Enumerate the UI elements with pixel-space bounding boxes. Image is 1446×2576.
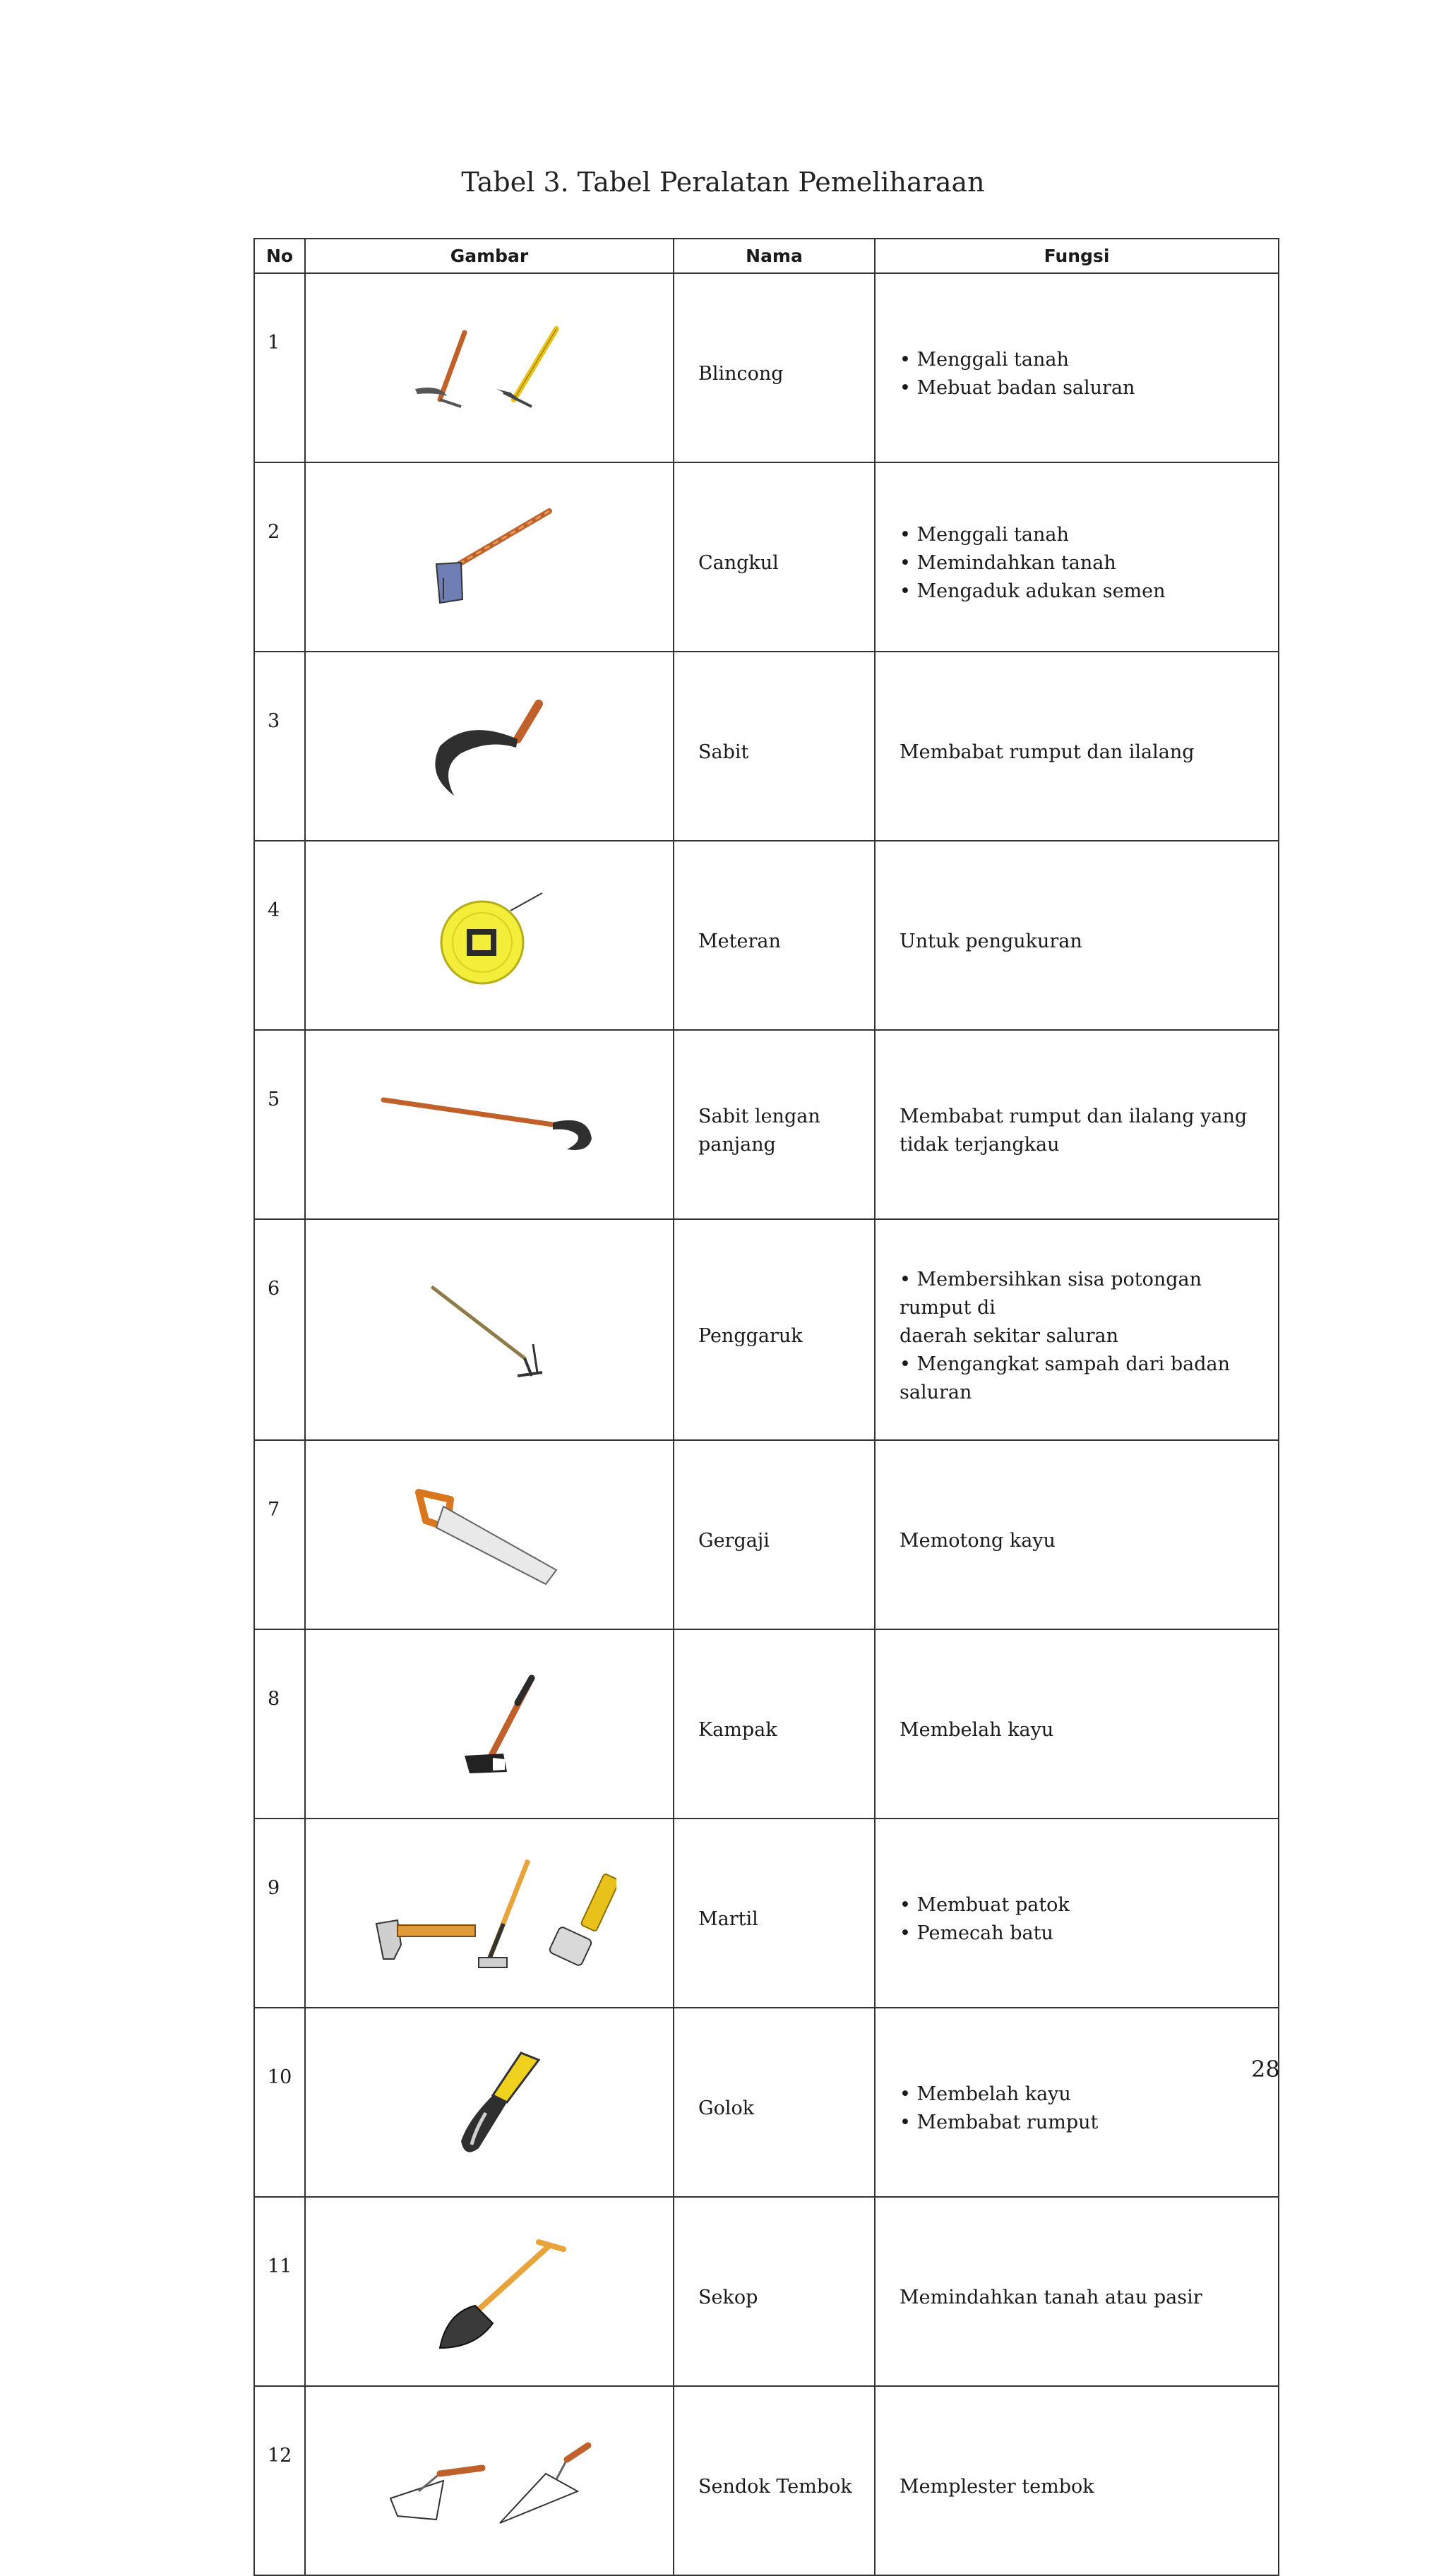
row-number: 12: [254, 2386, 305, 2575]
row-number: 2: [254, 462, 305, 652]
tool-name: Gergaji: [674, 1440, 875, 1629]
table-row: [254, 2008, 1279, 2197]
tool-function: Membelah kayu: [875, 1629, 1279, 1819]
sickle-icon: [412, 690, 567, 803]
table-row: [254, 652, 1279, 841]
machete-icon: [419, 2042, 560, 2162]
hammer-icon: [362, 1853, 616, 1973]
row-number: 5: [254, 1030, 305, 1219]
tool-function: Memotong kayu: [875, 1440, 1279, 1629]
row-number: 8: [254, 1629, 305, 1819]
tool-function: Memplester tembok: [875, 2386, 1279, 2575]
tool-image-cell: [305, 841, 674, 1030]
row-number: 10: [254, 2008, 305, 2197]
tool-image-cell: [305, 273, 674, 462]
tool-name: Sekop: [674, 2197, 875, 2386]
row-number: 4: [254, 841, 305, 1030]
pickaxe-icon: [398, 322, 581, 414]
tool-function: Untuk pengukuran: [875, 841, 1279, 1030]
row-number: 6: [254, 1219, 305, 1440]
tool-function: Membabat rumput dan ilalang: [875, 652, 1279, 841]
tool-image-cell: [305, 1819, 674, 2008]
tools-table: [253, 238, 1279, 2576]
rake-icon: [412, 1274, 567, 1386]
tool-image-cell: [305, 1219, 674, 1440]
tool-image-cell: [305, 462, 674, 652]
tool-name: Sabit: [674, 652, 875, 841]
table-row: [254, 1819, 1279, 2008]
tool-name: Cangkul: [674, 462, 875, 652]
table-row: [254, 273, 1279, 462]
tool-name: Blincong: [674, 273, 875, 462]
tool-image-cell: [305, 1440, 674, 1629]
table-row: [254, 1219, 1279, 1440]
saw-icon: [405, 1478, 574, 1591]
page-number: 28: [1251, 2056, 1280, 2083]
tool-image-cell: [305, 2386, 674, 2575]
row-number: 3: [254, 652, 305, 841]
table-row: [254, 2386, 1279, 2575]
row-number: 7: [254, 1440, 305, 1629]
tool-function: • Menggali tanah • Memindahkan tanah • Mengaduk adukan semen: [875, 462, 1279, 652]
header-nama: Nama: [674, 239, 875, 273]
table-row: [254, 2197, 1279, 2386]
tool-function: • Membelah kayu • Membabat rumput: [875, 2008, 1279, 2197]
tool-name: Sendok Tembok: [674, 2386, 875, 2575]
tool-name: Meteran: [674, 841, 875, 1030]
tool-image-cell: [305, 2008, 674, 2197]
tool-function: • Menggali tanah • Mebuat badan saluran: [875, 273, 1279, 462]
hoe-icon: [398, 501, 581, 613]
table-row: [254, 1629, 1279, 1819]
tool-image-cell: [305, 2197, 674, 2386]
tool-image-cell: [305, 1629, 674, 1819]
axe-icon: [426, 1667, 553, 1780]
table-header-row: [254, 239, 1279, 273]
table-row: [254, 841, 1279, 1030]
table-row: [254, 1030, 1279, 1219]
measuring-tape-icon: [419, 882, 560, 988]
shovel-icon: [398, 2228, 581, 2355]
tool-name: Martil: [674, 1819, 875, 2008]
tool-name: Sabit lengan panjang: [674, 1030, 875, 1219]
tool-name: Penggaruk: [674, 1219, 875, 1440]
table-row: [254, 1440, 1279, 1629]
row-number: 1: [254, 273, 305, 462]
table-row: [254, 462, 1279, 652]
tool-image-cell: [305, 652, 674, 841]
row-number: 11: [254, 2197, 305, 2386]
header-no: No: [254, 239, 305, 273]
header-fungsi: Fungsi: [875, 239, 1279, 273]
tool-function: • Membuat patok • Pemecah batu: [875, 1819, 1279, 2008]
long-sickle-icon: [376, 1086, 602, 1163]
row-number: 9: [254, 1819, 305, 2008]
tool-function: • Membersihkan sisa potongan rumput di daerah sekitar saluran • Mengangkat sampah dari badan saluran: [875, 1219, 1279, 1440]
tool-function: Memindahkan tanah atau pasir: [875, 2197, 1279, 2386]
tool-name: Kampak: [674, 1629, 875, 1819]
header-gambar: Gambar: [305, 239, 674, 273]
tool-function: Membabat rumput dan ilalang yang tidak terjangkau: [875, 1030, 1279, 1219]
trowel-icon: [376, 2431, 602, 2530]
tool-name: Golok: [674, 2008, 875, 2197]
tool-image-cell: [305, 1030, 674, 1219]
table-title: Tabel 3. Tabel Peralatan Pemeliharaan: [461, 167, 985, 198]
